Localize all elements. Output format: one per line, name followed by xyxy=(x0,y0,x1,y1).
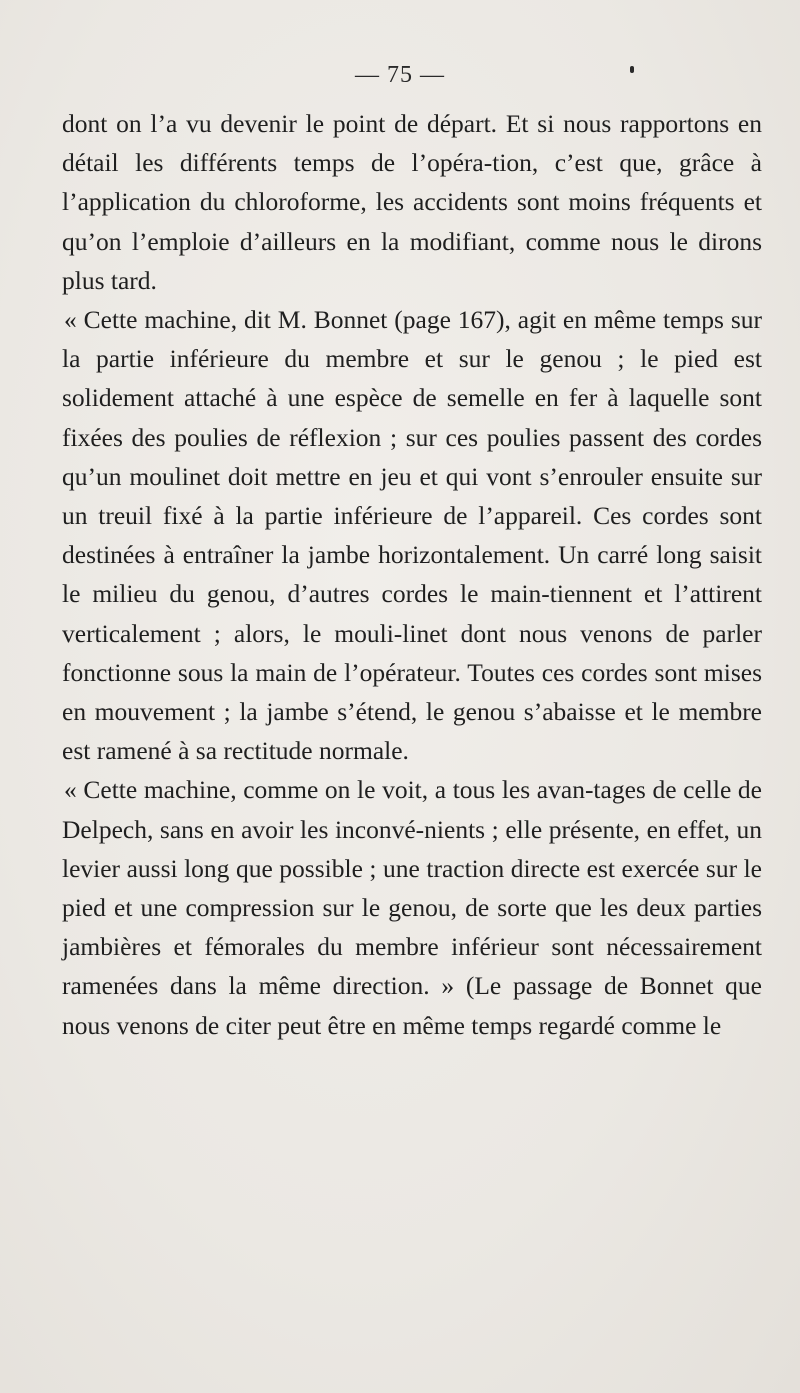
page-number: — 75 — xyxy=(355,62,445,88)
body-text xyxy=(62,104,762,1045)
paragraph: « Cette machine, dit M. Bonnet (page 167), agit en même temps sur la partie inférieure du membre et sur le genou ; le pied est solidement attaché à une espèce de semelle en fer à laquelle sont fixées des poulies de réflexion ; sur ces poulies passent des cordes qu’un moulinet doit mettre en jeu et qui vont s’enrouler ensuite sur un treuil fixé à la partie inférieure de l’appareil. Ces cordes sont destinées à entraîner la jambe horizontalement. Un carré long saisit le milieu du genou, d’autres cordes le main-tiennent et l’attirent verticalement ; alors, le mouli-linet dont nous venons de parler fonctionne sous la main de l’opérateur. Toutes ces cordes sont mises en mouvement ; la jambe s’étend, le genou s’abaisse et le membre est ramené à sa rectitude normale. xyxy=(62,305,762,766)
paragraph: « Cette machine, comme on le voit, a tous les avan-tages de celle de Delpech, sans en avoir les inconvé-nients ; elle présente, en effet, un levier aussi long que possible ; une traction directe est exercée sur le pied et une compression sur le genou, de sorte que les deux parties jambières et fémorales du membre inférieur sont nécessairement ramenées dans la même direction. » (Le passage de Bonnet que nous venons de citer peut être en même temps regardé comme le xyxy=(62,775,762,1040)
paragraph: dont on l’a vu devenir le point de départ. Et si nous rapportons en détail les différents temps de l’opéra-tion, c’est que, grâce à l’application du chloroforme, les accidents sont moins fréquents et qu’on l’emploie d’ailleurs en la modifiant, comme nous le dirons plus tard. xyxy=(62,109,762,295)
